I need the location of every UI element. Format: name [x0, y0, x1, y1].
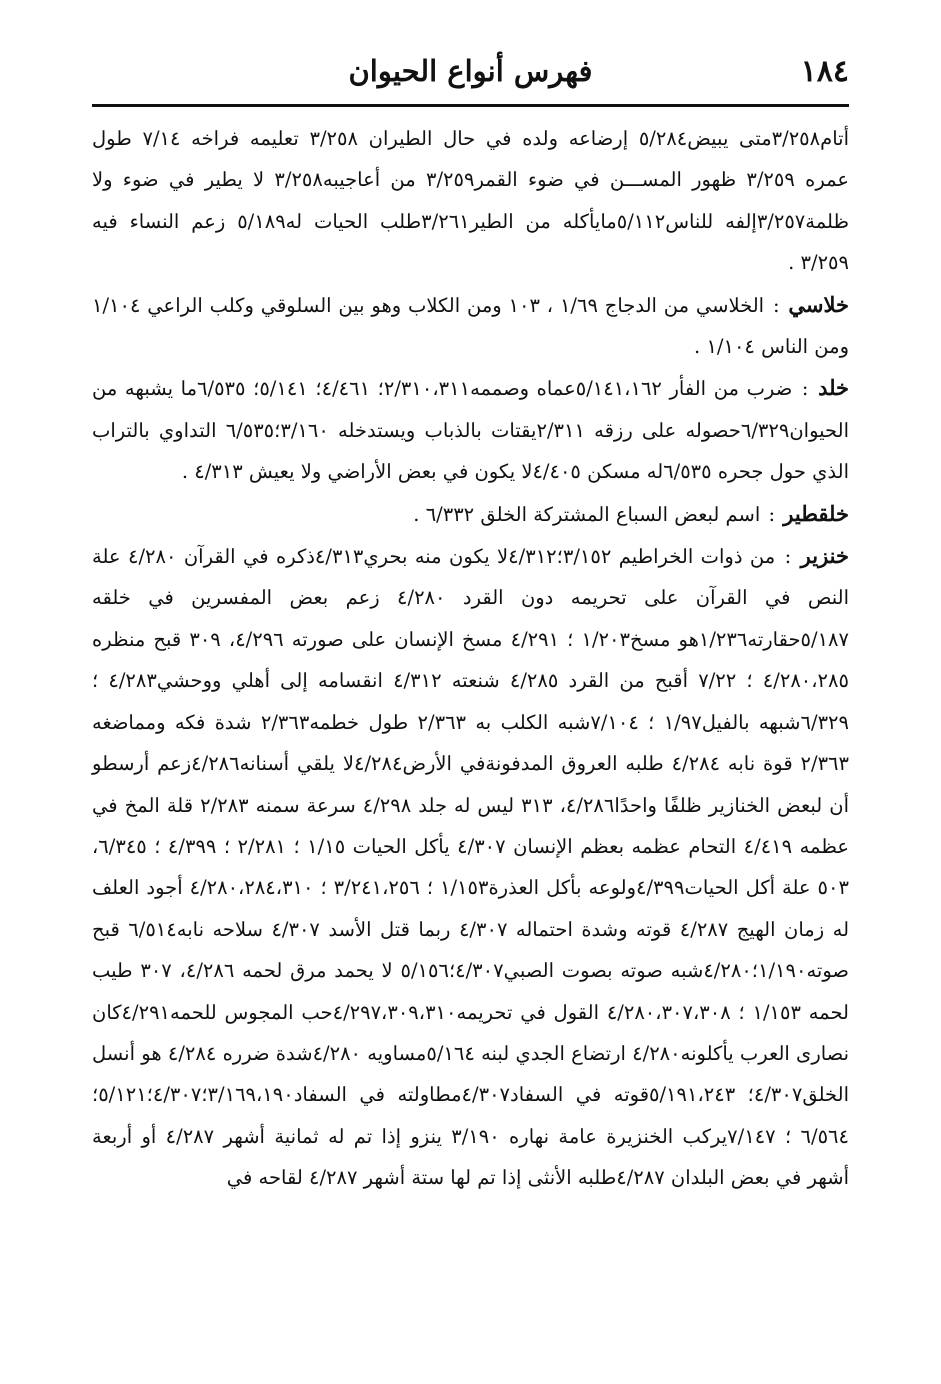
header-rule	[92, 104, 849, 107]
entry-separator: :	[784, 545, 792, 569]
entry-headword: خلاسي	[788, 291, 849, 317]
entry-text: الخلاسي من الدجاج ١/٦٩ ، ١٠٣ ومن الكلاب وهو بين السلوقي وكلب الراعي ١/١٠٤ ومن الناس ١/١٠٤ .	[92, 293, 849, 359]
entry-khuld	[92, 367, 849, 492]
page-number: ١٨٤	[800, 54, 849, 89]
index-body	[92, 118, 849, 1199]
entry-headword: خلد	[818, 375, 850, 401]
entry-text: أتام٣/٢٥٨متى يبيض٥/٢٨٤ إرضاعه ولده في حال الطيران ٣/٢٥٨ تعليمه فراخه ٧/١٤ طول عمره ٣/٢٥٩ ظهور المســـن في ضوء القمر٣/٢٥٩ من أعاجيبه٣/٢٥٨ لا يطير في ضوء ولا ظلمة٣/٢٥٧إلفه للناس٥/١١٢مايأكله من الطير٣/٢٦١طلب الحيات له٥/١٨٩ زعم النساء فيه ٣/٢٥٩ .	[92, 127, 850, 275]
entry-headword: خنزير	[800, 543, 849, 569]
entry-continuation	[92, 118, 849, 284]
entry-khalasi	[92, 284, 849, 368]
entry-khinzir	[92, 535, 849, 1199]
entry-separator: :	[772, 293, 780, 317]
entry-headword: خلقطير	[783, 500, 849, 526]
entry-text: اسم لبعض السباع المشتركة الخلق ٦/٣٣٢ .	[413, 502, 761, 526]
entry-separator: :	[768, 502, 776, 526]
entry-text: من ذوات الخراطيم ٣/١٥٢؛٤/٣١٢لا يكون منه بحري٤/٣١٣ذكره في القرآن ٤/٢٨٠ علة النص في القرآن على تحريمه دون القرد ٤/٢٨٠ زعم بعض المفسرين في خلقه ٥/١٨٧حقارته١/٢٣٦هو مسخ١/٢٠٣ ؛ ٤/٢٩١ مسخ الإنسان على صورته ٤/٢٩٦، ٣٠٩ قبح منظره ٤/٢٨٠،٢٨٥ ؛ ٧/٢٢ أقبح من القرد ٤/٢٨٥ شنعته ٤/٣١٢ انقسامه إلى أهلي ووحشي٤/٢٨٣ ؛ ٦/٣٢٩شبهه بالفيل١/٩٧ ؛ ٧/١٠٤شبه الكلب به ٢/٣٦٣ طول خطمه٢/٣٦٣ شدة فكه ومماضغه ٢/٣٦٣ قوة نابه ٤/٢٨٤ طلبه العروق المدفونةفي الأرض٤/٢٨٤لا يلقي أسنانه٤/٢٨٦زعم أرسطو أن لبعض الخنازير ظلفًا واحدًا٤/٢٨٦، ٣١٣ ليس له جلد ٤/٢٩٨ سرعة سمنه ٢/٢٨٣ قلة المخ في عظمه ٤/٤١٩ التحام عظمه بعظم الإنسان ٤/٣٠٧ يأكل الحيات ١/١٥ ؛ ٢/٢٨١ ؛ ٤/٣٩٩ ؛ ٦/٣٤٥، ٥٠٣ علة أكل الحيات٤/٣٩٩ولوعه بأكل العذرة١/١٥٣ ؛ ٣/٢٤١،٢٥٦ ؛ ٤/٢٨٠،٢٨٤،٣١٠ أجود العلف له زمان الهيج ٤/٢٨٧ قوته وشدة احتماله ٤/٣٠٧ ربما قتل الأسد ٤/٣٠٧ سلاحه نابه٦/٥١٤ قبح صوته١/١٩٠؛٤/٢٨٠شبه صوته بصوت الصبي٤/٣٠٧؛٥/١٥٦ لا يحمد مرق لحمه ٤/٢٨٦، ٣٠٧ طيب لحمه ١/١٥٣ ؛ ٤/٢٨٠،٣٠٧،٣٠٨ القول في تحريمه٤/٢٩٧،٣٠٩،٣١٠حب المجوس للحمه٤/٢٩١كان نصارى العرب يأكلونه٤/٢٨٠ ارتضاع الجدي لبنه ٥/١٦٤مساويه ٤/٢٨٠شدة ضرره ٤/٢٨٤ هو أنسل الخلق٤/٣٠٧؛ ٥/١٩١،٢٤٣قوته في السفاد٤/٣٠٧مطاولته في السفاد٣/١٦٩،١٩٠؛٤/٣٠٧؛٥/١٢١؛ ٦/٥٦٤ ؛ ٧/١٤٧يركب الخنزيرة عامة نهاره ٣/١٩٠ ينزو إذا تم له ثمانية أشهر ٤/٢٨٧ أو أربعة أشهر في بعض البلدان ٤/٢٨٧طلبه الأنثى إذا تم لها ستة أشهر ٤/٢٨٧ لقاحه في	[92, 545, 850, 1190]
page-header	[92, 50, 849, 94]
entry-text: ضرب من الفأر ٥/١٤١،١٦٢عماه وصممه٢/٣١٠،٣١١؛ ٤/٤٦١؛ ٥/١٤١؛ ٦/٥٣٥ما يشبهه من الحيوان٦/٣٢٩حصوله على رزقه ٢/٣١١يقتات بالذباب ويستدخله ٣/١٦٠؛٦/٥٣٥ التداوي بالتراب الذي حول جحره ٦/٥٣٥له مسكن ٤/٤٠٥لا يكون في بعض الأراضي ولا يعيش ٤/٣١٣ .	[92, 377, 850, 484]
running-title: فهرس أنواع الحيوان	[348, 54, 593, 88]
entry-khalqatir	[92, 493, 849, 535]
entry-separator: :	[801, 377, 809, 401]
